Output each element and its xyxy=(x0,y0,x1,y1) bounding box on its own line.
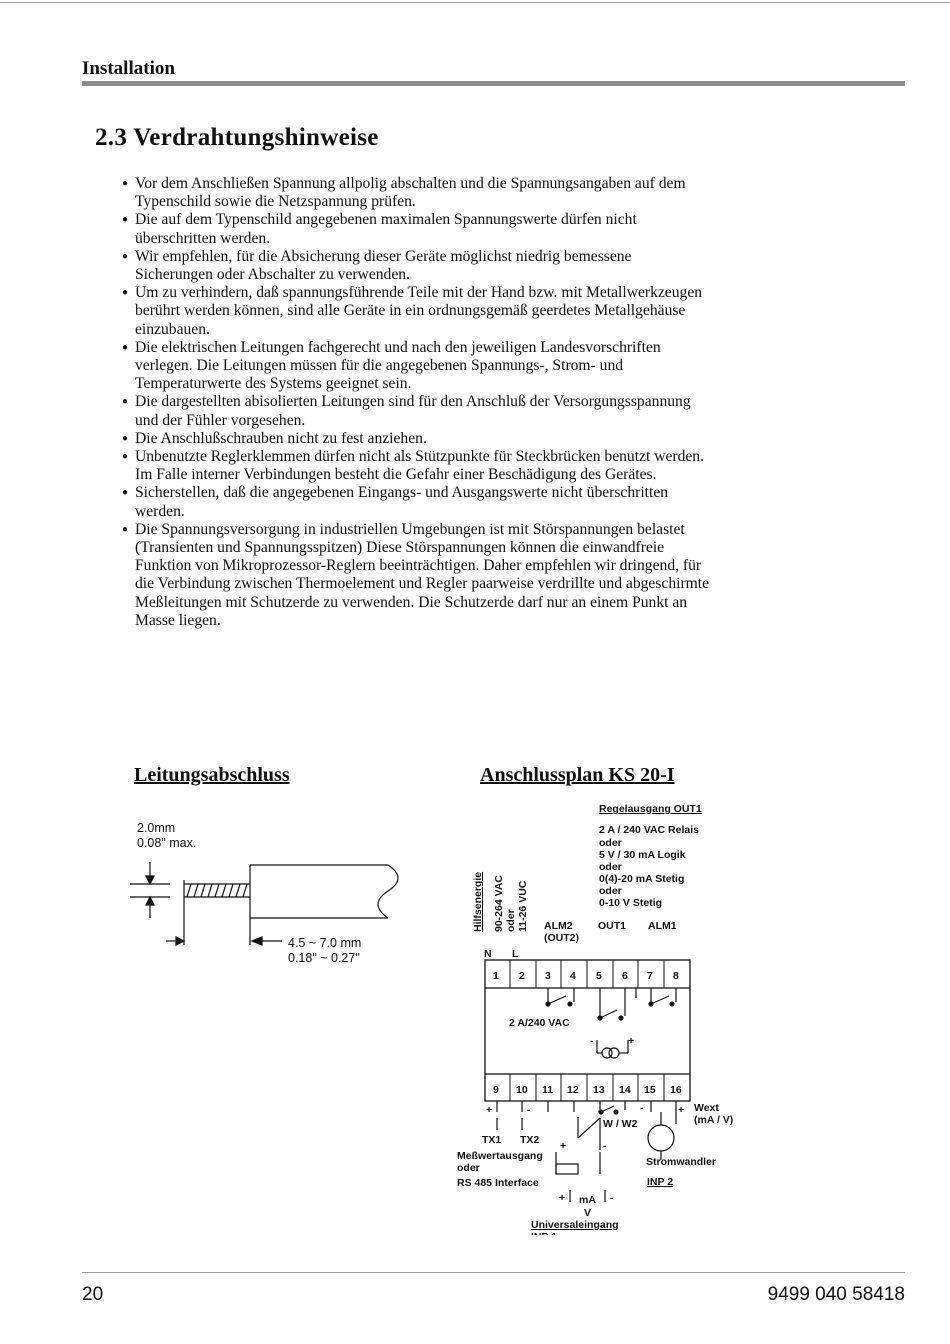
measurement-output-label: Meßwertausgang xyxy=(457,1150,543,1162)
out1-spec: 0(4)-20 mA Stetig xyxy=(599,873,685,885)
page-number: 20 xyxy=(82,1284,104,1305)
out1-spec: oder xyxy=(599,837,622,849)
list-item: ● Sicherstellen, daß die angegebenen Eingangs- und Ausgangswerte nicht überschritten werden. xyxy=(122,484,712,520)
section-title: Installation xyxy=(82,58,175,79)
out1-spec: oder xyxy=(599,861,622,873)
power-label: Hilfsenergie xyxy=(472,871,484,932)
ma-label: mA xyxy=(579,1194,596,1206)
terminal-number: 15 xyxy=(644,1084,656,1096)
alm2-sub-label: (OUT2) xyxy=(544,932,579,944)
input-minus: - xyxy=(603,1140,607,1152)
terminal-number: 8 xyxy=(673,970,679,982)
terminal-number: 1 xyxy=(493,970,499,982)
dim-thickness-mm: 2.0mm xyxy=(137,821,176,835)
list-item: ● Die dargestellten abisolierten Leitungen sind für den Anschluß der Versorgungsspannung und der Fühler vorgesehen. xyxy=(122,393,712,429)
list-item: ● Vor dem Anschließen Spannung allpolig abschalten und die Spannungsangaben auf dem Typenschild sowie die Netzspannung prüfen. xyxy=(122,175,712,211)
list-item: ● Die Spannungsversorgung in industriellen Umgebungen ist mit Störspannungen belastet (Transienten und Spannungsspitzen) Diese Störspannungen können die einwandfreie Funktion von Mikroprozessor-Reglern beeinträchtigen. Daher empfehlen wir dringend, für die Verbindung zwischen Thermoelement und Regler paarweise verdrillte und abgeschirmte Meßleitungen mit Schutzerde zu verwenden. Die Schutzerde darf nur an einem Punkt an Masse liegen. xyxy=(122,521,712,630)
dim-strip-length-in: 0.18" ~ 0.27" xyxy=(288,951,360,965)
relay-rating: 2 A/240 VAC xyxy=(509,1017,570,1029)
list-item: ● Wir empfehlen, für die Absicherung dieser Geräte möglichst niedrig bemessene Sicherungen oder Abschalter zu verwenden. xyxy=(122,248,712,284)
dim-strip-length-mm: 4.5 ~ 7.0 mm xyxy=(288,936,362,950)
universal-input-label: Universaleingang xyxy=(531,1219,619,1231)
voltage-uc: 11-26 VUC xyxy=(517,880,529,932)
tx2-label: TX2 xyxy=(520,1134,540,1146)
out1-spec: 0-10 V Stetig xyxy=(599,897,663,909)
universal-minus: - xyxy=(610,1192,614,1204)
terminal-wiring-plan xyxy=(457,803,733,1243)
inp2-label: INP 2 xyxy=(647,1176,674,1188)
terminal-number: 14 xyxy=(619,1084,631,1096)
wire-termination-title: Leitungsabschluss xyxy=(134,764,290,786)
out1-spec: oder xyxy=(599,885,622,897)
alm2-label: ALM2 xyxy=(544,920,573,932)
voltage-or: oder xyxy=(505,909,517,932)
tx1-label: TX1 xyxy=(482,1134,502,1146)
terminal-number: 16 xyxy=(670,1084,682,1096)
tx2-minus: - xyxy=(527,1104,531,1116)
polarity-minus: - xyxy=(590,1035,594,1047)
wext-minus: - xyxy=(640,1102,644,1114)
line-label: L xyxy=(512,948,519,960)
list-item: ● Die elektrischen Leitungen fachgerecht und nach den jeweiligen Landesvorschriften verlegen. Die Leitungen müssen für die angegebenen Spannungs-, Strom- und Temperaturwerte des Systems geeignet sein. xyxy=(122,339,712,394)
tx1-plus: + xyxy=(486,1104,493,1116)
neutral-label: N xyxy=(484,948,492,960)
page-heading: 2.3 Verdrahtungshinweise xyxy=(95,124,379,151)
footer-rule xyxy=(82,1272,905,1273)
input-plus: + xyxy=(560,1140,567,1152)
v-label: V xyxy=(584,1207,592,1219)
terminal-number: 5 xyxy=(596,970,602,982)
wext-label: Wext xyxy=(694,1102,719,1114)
terminal-number: 3 xyxy=(545,970,551,982)
figure-clip xyxy=(440,1235,740,1247)
list-item: ● Um zu verhindern, daß spannungsführende Teile mit der Hand bzw. mit Metallwerkzeugen berührt werden können, sind alle Geräte in ein ordnungsgemäß geerdetes Metallgehäuse einzubauen. xyxy=(122,284,712,339)
alm1-label: ALM1 xyxy=(648,920,677,932)
terminal-number: 7 xyxy=(647,970,653,982)
out1-spec: 2 A / 240 VAC Relais xyxy=(599,824,699,836)
terminal-number: 6 xyxy=(622,970,628,982)
polarity-plus: + xyxy=(628,1035,635,1047)
universal-plus: + xyxy=(559,1192,566,1204)
terminal-number: 10 xyxy=(516,1084,528,1096)
terminal-number: 11 xyxy=(542,1084,554,1096)
out1-title: Regelausgang OUT1 xyxy=(599,803,702,815)
voltage-ac: 90-264 VAC xyxy=(493,874,505,932)
wext-plus: + xyxy=(678,1104,685,1116)
out1-spec: 5 V / 30 mA Logik xyxy=(599,849,686,861)
out1-label: OUT1 xyxy=(598,920,627,932)
terminal-number: 4 xyxy=(570,970,576,982)
terminal-number: 13 xyxy=(593,1084,605,1096)
measurement-output-or: oder xyxy=(457,1162,480,1174)
wext-unit-label: (mA / V) xyxy=(694,1114,734,1126)
list-item: ● Die auf dem Typenschild angegebenen maximalen Spannungswerte dürfen nicht überschritten werden. xyxy=(122,211,712,247)
terminal-number: 9 xyxy=(493,1084,499,1096)
current-transformer-label: Stromwandler xyxy=(646,1156,717,1168)
wire-termination-drawing xyxy=(130,821,398,945)
wiring-plan-title: Anschlussplan KS 20-I xyxy=(480,764,675,786)
ww2-label: W / W2 xyxy=(603,1118,638,1130)
terminal-number: 2 xyxy=(519,970,525,982)
document-number: 9499 040 58418 xyxy=(767,1284,905,1305)
dim-thickness-in: 0.08" max. xyxy=(137,836,197,850)
terminal-number: 12 xyxy=(567,1084,579,1096)
list-item: ● Die Anschlußschrauben nicht zu fest anziehen. xyxy=(122,430,712,448)
rs485-label: RS 485 Interface xyxy=(457,1177,539,1189)
list-item: ● Unbenutzte Reglerklemmen dürfen nicht als Stützpunkte für Steckbrücken benutzt werden. Im Falle interner Verbindungen besteht die Gefahr einer Beschädigung des Gerätes. xyxy=(122,448,712,484)
